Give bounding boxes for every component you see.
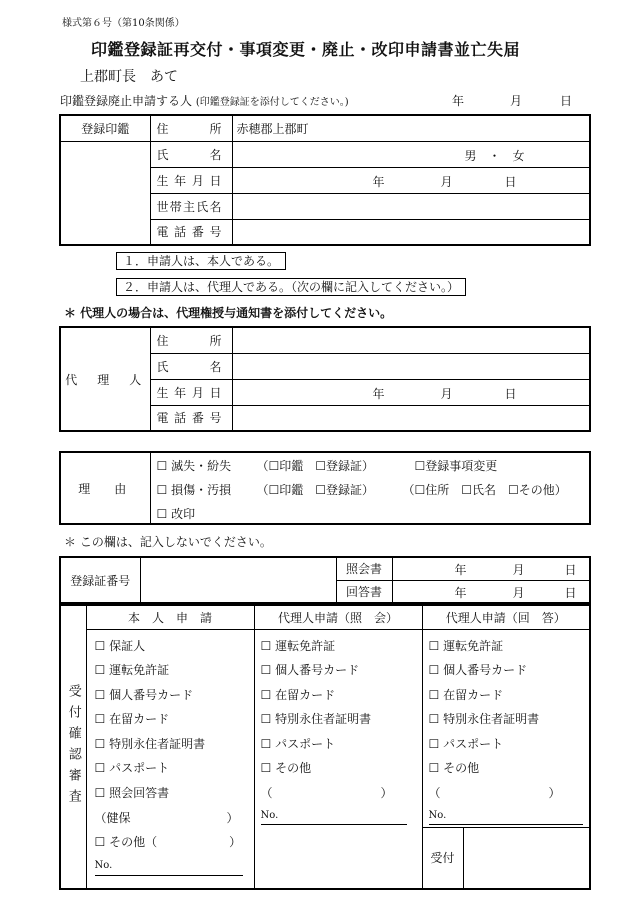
proxy-name-label: 氏 名: [150, 353, 232, 379]
proxy-name-field[interactable]: [232, 353, 590, 379]
reply-date[interactable]: [392, 580, 590, 603]
birth-label: 生 年 月 日: [150, 167, 232, 193]
verification-side-label: [60, 605, 86, 889]
reason-change-detail[interactable]: （☐住所 ☐氏名 ☐その他）: [402, 483, 567, 497]
gender-choice[interactable]: 男 ・ 女: [464, 148, 525, 163]
birth-month: 月: [440, 174, 453, 189]
reg-number-field[interactable]: [140, 557, 336, 603]
col-inquiry-header: 代理人申請（照 会）: [254, 605, 422, 629]
proxy-birth-day: 日: [504, 386, 517, 401]
self-item[interactable]: ☐ その他（ ）: [94, 835, 242, 850]
proxy-birth-label: 生年月日: [150, 379, 232, 405]
inquiry-item[interactable]: （ ）: [260, 786, 393, 801]
received-stamp-field[interactable]: [464, 828, 591, 888]
birth-field[interactable]: [232, 167, 590, 193]
reply-item[interactable]: ☐ 個人番号カード: [428, 663, 528, 678]
option-self-label: １．申請人は、本人である。: [116, 252, 286, 270]
inquiry-label: 照会書: [336, 557, 392, 580]
reason-lost-detail[interactable]: （☐印鑑 ☐登録証）: [256, 459, 375, 473]
proxy-address-field[interactable]: [232, 327, 590, 353]
self-checklist: [86, 629, 254, 889]
reason-options: [150, 452, 590, 524]
inquiry-item[interactable]: ☐ 在留カード: [260, 687, 336, 702]
reply-checklist: [422, 629, 590, 889]
proxy-label: 代 理 人: [60, 327, 150, 431]
registrant-table: [59, 114, 591, 246]
inquiry-item[interactable]: ☐ 個人番号カード: [260, 663, 360, 678]
office-table-top: [59, 556, 591, 604]
self-item[interactable]: ☐ パスポート: [94, 761, 170, 776]
proxy-notice: ＊ 代理人の場合は、代理権授与通知書を添付してください。: [64, 306, 393, 320]
office-notice: ＊ この欄は、記入しないでください。: [64, 535, 272, 549]
self-item[interactable]: ☐ 特別永住者証明書: [94, 736, 206, 751]
reply-item[interactable]: ☐ 在留カード: [428, 687, 504, 702]
reply-item[interactable]: （ ）: [428, 786, 561, 801]
form-title: 印鑑登録証再交付・事項変更・廃止・改印申請書並亡失届: [91, 40, 521, 59]
self-item[interactable]: ☐ 在留カード: [94, 712, 170, 727]
reason-new-seal[interactable]: ☐ 改印: [156, 507, 196, 521]
household-label: 世帯主氏名: [150, 193, 232, 219]
proxy-birth-year: 年: [372, 386, 385, 401]
apply-month: 月: [510, 94, 523, 108]
option-proxy[interactable]: [116, 278, 466, 296]
reply-year: 年: [454, 585, 467, 600]
reason-damaged-detail[interactable]: （☐印鑑 ☐登録証）: [256, 483, 375, 497]
reg-number-label: 登録証番号: [60, 557, 140, 603]
self-no[interactable]: No.: [95, 855, 243, 876]
name-field[interactable]: [232, 141, 590, 167]
addressee: 上郡町長 あて: [80, 69, 178, 85]
inquiry-year: 年: [454, 563, 467, 577]
inquiry-item[interactable]: ☐ パスポート: [260, 736, 336, 751]
reply-month: 月: [512, 585, 525, 600]
received-label: 受付: [423, 828, 464, 888]
verification-table: [59, 604, 591, 890]
apply-day: 日: [560, 94, 573, 108]
address-label: 住 所: [150, 115, 232, 141]
phone-field[interactable]: [232, 219, 590, 245]
applicant-label: 印鑑登録廃止申請する人: [60, 94, 193, 108]
reason-lost[interactable]: ☐ 滅失・紛失: [156, 459, 232, 473]
reply-no[interactable]: No.: [429, 806, 583, 825]
self-item[interactable]: （健保 ）: [94, 810, 239, 825]
inquiry-date[interactable]: [392, 557, 590, 580]
applicant-note: (印鑑登録証を添付してください。): [195, 97, 349, 108]
self-item[interactable]: ☐ 保証人: [94, 638, 146, 653]
seal-stamp-area[interactable]: [60, 141, 150, 245]
inquiry-checklist: [254, 629, 422, 889]
reply-item[interactable]: ☐ 運転免許証: [428, 638, 504, 653]
self-item[interactable]: ☐ 照会回答書: [94, 786, 170, 801]
option-self[interactable]: [116, 252, 286, 270]
reason-change[interactable]: ☐登録事項変更: [414, 459, 498, 473]
phone-label: 電 話 番 号: [150, 219, 232, 245]
col-self-header: 本 人 申 請: [86, 605, 254, 629]
inquiry-month: 月: [512, 563, 525, 577]
inquiry-no[interactable]: No.: [261, 806, 407, 825]
seal-label: 登録印鑑: [60, 115, 150, 141]
apply-year: 年: [452, 94, 465, 108]
inquiry-item[interactable]: ☐ その他: [260, 761, 312, 776]
inquiry-day: 日: [564, 563, 577, 577]
household-field[interactable]: [232, 193, 590, 219]
proxy-phone-field[interactable]: [232, 405, 590, 431]
reply-item[interactable]: ☐ パスポート: [428, 736, 504, 751]
reason-label: 理 由: [60, 452, 150, 524]
self-item[interactable]: ☐ 運転免許証: [94, 663, 170, 678]
birth-year: 年: [372, 174, 385, 189]
self-item[interactable]: ☐ 個人番号カード: [94, 687, 194, 702]
applicant-line: [60, 92, 349, 109]
proxy-birth-month: 月: [440, 386, 453, 401]
proxy-table: [59, 326, 591, 432]
proxy-phone-label: 電話番号: [150, 405, 232, 431]
name-label: 氏 名: [150, 141, 232, 167]
address-field[interactable]: 赤穂郡上郡町: [232, 115, 590, 141]
reply-item[interactable]: ☐ 特別永住者証明書: [428, 712, 540, 727]
reply-item[interactable]: ☐ その他: [428, 761, 480, 776]
proxy-address-label: 住 所: [150, 327, 232, 353]
form-number: 様式第６号（第10条関係）: [62, 18, 185, 29]
option-proxy-label: ２．申請人は、代理人である。（次の欄に記入してください。）: [116, 278, 466, 296]
reason-table: [59, 451, 591, 525]
reason-damaged[interactable]: ☐ 損傷・汚損: [156, 483, 232, 497]
received-box: [423, 827, 591, 888]
col-reply-header: 代理人申請（回 答）: [422, 605, 590, 629]
proxy-birth-field[interactable]: [232, 379, 590, 405]
reply-label: 回答書: [336, 580, 392, 603]
reply-day: 日: [564, 585, 577, 600]
inquiry-item[interactable]: ☐ 特別永住者証明書: [260, 712, 372, 727]
side-label-text: 受付確認審査: [65, 684, 81, 810]
birth-day: 日: [504, 174, 517, 189]
inquiry-item[interactable]: ☐ 運転免許証: [260, 638, 336, 653]
